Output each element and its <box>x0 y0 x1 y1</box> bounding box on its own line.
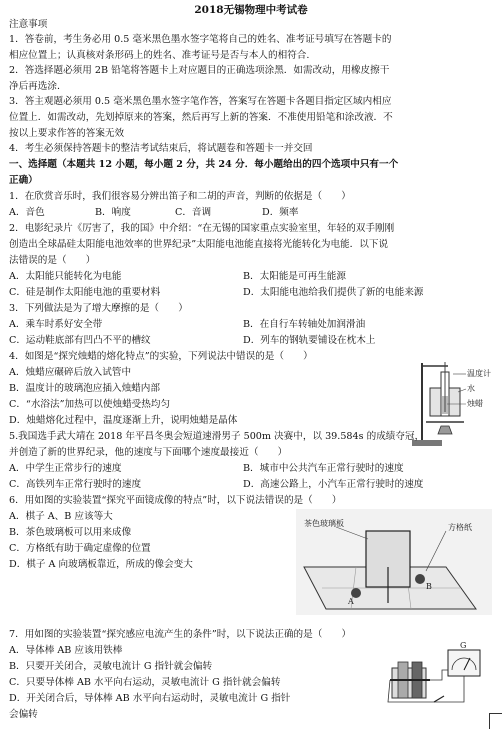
q2-option-d: D．太阳能电池给我们提供了新的电能来源 <box>243 287 424 298</box>
q2-option-b: B．太阳能是可再生能源 <box>243 271 346 282</box>
q7-option-a: A．导体棒 AB 应该用铁棒 <box>9 645 123 656</box>
q4-option-c: C．“水浴法”加热可以使烛蜡受热均匀 <box>9 399 171 410</box>
notice-heading: 注意事项 <box>9 19 48 30</box>
question-3-stem: 3．下列做法是为了增大摩擦的是（ ） <box>9 303 188 314</box>
exam-title: 2018无锡物理中考试卷 <box>194 4 308 16</box>
notice-line: 2．答选择题必须用 2B 铅笔将答题卡上对应题目的正确选项涂黑．如需改动，用橡皮擦干 <box>9 65 390 76</box>
figure-label-glass: 茶色玻璃板 <box>304 519 344 528</box>
q1-option-a: A．音色 <box>9 207 45 218</box>
notice-line: 3．答主观题必须用 0.5 毫米黑色墨水签字笔作答，答案写在答题卡各题目指定区域内相应 <box>9 96 392 107</box>
q1-option-c: C．音调 <box>175 207 212 218</box>
q3-option-c: C．运动鞋底部有凹凸不平的槽纹 <box>9 335 151 346</box>
q5-option-c: C．高铁列车正常行驶时的速度 <box>9 479 142 490</box>
notice-line: 相应位置上；认真核对条形码上的姓名、准考证号是否与本人的相符合. <box>9 50 310 61</box>
section-heading-cont: 正确） <box>9 175 38 186</box>
q3-option-a: A．乘车时系好安全带 <box>9 319 103 330</box>
figure-label-b: B <box>426 582 432 591</box>
q6-option-d: D．棋子 A 向玻璃板靠近，所成的像会变大 <box>9 559 193 570</box>
figure-label-a: A <box>348 597 354 606</box>
notice-line: 位置上．如需改动，先划掉原来的答案，然后再写上新的答案．不准使用铅笔和涂改液．不 <box>9 112 393 123</box>
q5-option-d: D．高速公路上，小汽车正常行驶时的速度 <box>243 479 424 490</box>
induction-experiment-figure <box>386 640 486 706</box>
q3-option-d: D．列车的钢轨要铺设在枕木上 <box>243 335 376 346</box>
q7-option-d-cont: 会偏转 <box>9 709 38 720</box>
question-7-stem: 7．用如图的实验装置“探究感应电流产生的条件”时，以下说法正确的是（ ） <box>9 629 352 640</box>
q1-option-b: B．响度 <box>95 207 131 218</box>
question-4-stem: 4．如图是“探究烛蜡的熔化特点”的实验，下列说法中错误的是（ ） <box>9 351 313 362</box>
question-5-stem: 5.我国选手武大靖在 2018 年平昌冬奥会短道速滑男子 500m 决赛中，以 39.584s 的成绩夺冠， <box>9 431 425 442</box>
question-1-stem: 1．在欣赏音乐时，我们很容易分辨出笛子和二胡的声音，判断的依据是（ ） <box>9 191 351 202</box>
question-2-stem: 创造出全球晶硅太阳能电池效率的世界纪录”太阳能电池能直接将光能转化为电能．以下说 <box>9 239 389 250</box>
q2-option-c: C．硅是制作太阳能电池的重要材料 <box>9 287 161 298</box>
question-5-stem: 并创造了新的世界纪录，他的速度与下面哪个速度最接近（ ） <box>9 447 288 458</box>
q6-option-c: C．方格纸有助于确定虚像的位置 <box>9 543 151 554</box>
figure-label-thermometer: 温度计 <box>467 369 491 378</box>
question-2-stem: 法错误的是（ ） <box>9 255 96 266</box>
section-heading: 一、选择题（本题共 12 小题，每小题 2 分，共 24 分．每小题给出的四个选项中只有一个 <box>9 159 399 170</box>
q5-option-a: A．中学生正常步行的速度 <box>9 463 122 474</box>
q7-option-b: B．只要开关闭合，灵敏电流计 G 指针就会偏转 <box>9 661 213 672</box>
notice-line: 4．考生必须保持答题卡的整洁考试结束后，将试题卷和答题卡一并交回 <box>9 143 313 154</box>
q2-option-a: A．太阳能只能转化为电能 <box>9 271 122 282</box>
q1-option-d: D．频率 <box>262 207 299 218</box>
q4-option-a: A．烛蜡应碾碎后放入试管中 <box>9 367 132 378</box>
question-2-stem: 2．电影纪录片《厉害了，我的国》中介绍：“在无锡的国家重点实验室里，年轻的双手刚刚 <box>9 223 395 234</box>
mirror-experiment-figure <box>296 509 492 615</box>
q7-option-c: C．只要导体棒 AB 水平向右运动，灵敏电流计 G 指针就会偏转 <box>9 677 281 688</box>
q4-option-b: B．温度计的玻璃泡应插入烛蜡内部 <box>9 383 160 394</box>
q6-option-a: A．棋子 A、B 应该等大 <box>9 511 113 522</box>
q4-option-d: D．烛蜡熔化过程中，温度逐渐上升，说明烛蜡是晶体 <box>9 415 238 426</box>
notice-line: 1．答卷前，考生务必用 0.5 毫米黑色墨水签字笔将自己的姓名、准考证号填写在答题卡的 <box>9 34 392 45</box>
figure-label-grid-paper: 方格纸 <box>448 523 472 532</box>
notice-line: 按以上要求作答的答案无效 <box>9 128 125 139</box>
q5-option-b: B．城市中公共汽车正常行驶时的速度 <box>243 463 404 474</box>
q6-option-b: B．茶色玻璃板可以用来成像 <box>9 527 132 538</box>
figure-label-water: 水 <box>467 384 475 393</box>
q3-option-b: B．在自行车转轴处加润滑油 <box>243 319 366 330</box>
question-6-stem: 6．用如图的实验装置“探究平面镜成像的特点”时，以下说法错误的是（ ） <box>9 495 342 506</box>
figure-label-wax: 烛蜡 <box>467 399 483 408</box>
page-corner-mark <box>489 713 502 729</box>
notice-line: 净后再选涂． <box>9 81 67 92</box>
q7-option-d: D．开关闭合后，导体棒 AB 水平向右运动时，灵敏电流计 G 指针 <box>9 693 291 704</box>
figure-label-galvanometer: G <box>460 641 467 650</box>
